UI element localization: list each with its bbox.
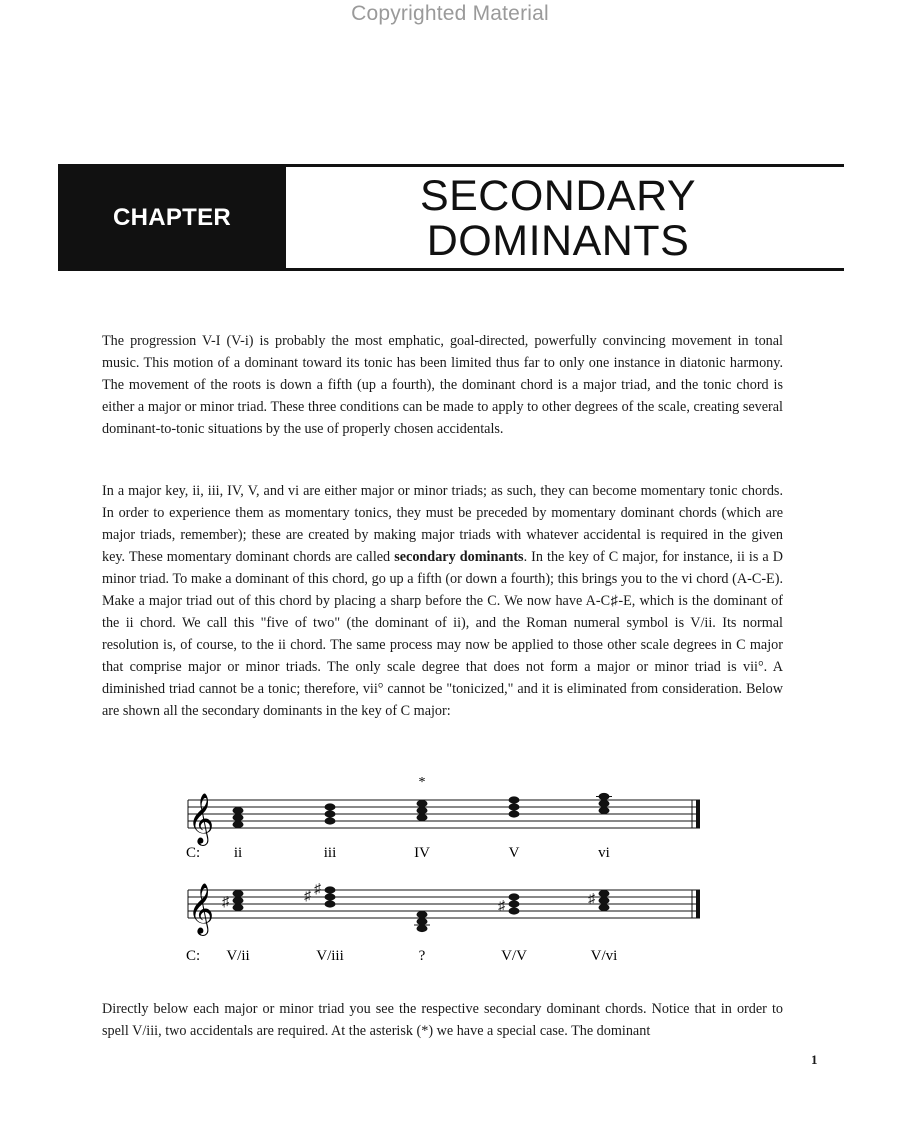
- staff-1: [186, 793, 700, 861]
- key-label-1: C:: [186, 845, 201, 861]
- paragraph-secondary-dominants-text: [102, 480, 783, 722]
- key-label-2: C:: [186, 948, 201, 964]
- paragraph-secondary-dominants: [102, 480, 783, 722]
- chord-IV: [417, 800, 428, 821]
- roman-label-V-V: V/V: [501, 948, 527, 964]
- chord-vi: [596, 793, 612, 814]
- chord-V-of-ii: [222, 890, 244, 911]
- sharp-icon: ♯: [222, 895, 229, 910]
- chapter-title-line2: DOMINANTS: [426, 217, 690, 265]
- chord-V-of-vi: [588, 890, 610, 911]
- chapter-title-line1: SECONDARY: [419, 172, 697, 220]
- chapter-label: CHAPTER: [58, 164, 286, 271]
- paragraph-intro: [102, 330, 783, 440]
- chord-unknown: [414, 911, 430, 932]
- treble-clef-icon-2: 𝄞: [188, 884, 215, 933]
- page-number: 1: [811, 1052, 818, 1067]
- chord-ii: [233, 807, 244, 828]
- sharp-icon: ♯: [314, 882, 321, 897]
- staff-2: [186, 882, 700, 964]
- roman-label-question: ?: [418, 948, 426, 964]
- music-example: [180, 770, 710, 970]
- paragraph-2-part-1: In a major key, ii, iii, IV, V, and vi are either major or minor triads; as such, they can become momentary tonic chords. In order to experience them as momentary tonics, they must be preceded by momentary dominant chords (which are major triads, remember); these are created by making major triads with whatever accidental is required in the given key. These momentary dominant chords are called: [102, 483, 783, 565]
- paragraph-explanation-text: Directly below each major or minor triad you see the respective secondary dominant chords. Notice that in order to spell V/iii, two accidentals are required. At the asterisk (*) we have a special case. The dominant: [102, 1001, 783, 1039]
- paragraph-explanation: [102, 998, 783, 1042]
- roman-label-V-ii: V/ii: [226, 948, 250, 964]
- chapter-title: [348, 174, 768, 264]
- roman-label-ii: ii: [233, 845, 243, 861]
- roman-label-V-iii: V/iii: [316, 948, 344, 964]
- treble-clef-icon: 𝄞: [188, 794, 215, 843]
- paragraph-intro-text: The progression V-I (V-i) is probably the most emphatic, goal-directed, powerfully convincing movement in tonal music. This motion of a dominant toward its tonic has been limited thus far to only one instance in diatonic harmony. The movement of the roots is down a fifth (up a fourth), the dominant chord is a major triad, and the tonic chord is either a major or minor triad. These three conditions can be made to apply to other degrees of the scale, creating several dominant-to-tonic situations by the use of properly chosen accidentals.: [102, 333, 783, 437]
- roman-label-vi: vi: [598, 845, 610, 861]
- term-secondary-dominants: secondary dominants: [394, 549, 524, 565]
- roman-label-IV: IV: [414, 845, 430, 861]
- chord-V: [509, 796, 520, 817]
- roman-label-V: V: [508, 845, 520, 861]
- roman-label-V-vi: V/vi: [590, 948, 618, 964]
- sharp-icon: ♯: [588, 892, 595, 907]
- copyright-watermark: Copyrighted Material: [351, 2, 549, 25]
- paragraph-2-part-2: . In the key of C major, for instance, ii is a D minor triad. To make a dominant of this chord, go up a fifth (or down a fourth); this brings you to the vi chord (A-C-E). Make a major triad out of this chord by placing a sharp before the C. We now have A-C♯-E, which is the dominant of the ii chord. We call this "five of two" (the dominant of ii), and the Roman numeral symbol is V/ii. Its normal resolution is, of course, to the ii chord. The same process may now be applied to those other scale degrees in C major that comprise major or minor triads. The only scale degree that does not form a major or minor triad is vii°. A diminished triad cannot be a tonic; therefore, vii° cannot be "tonicized," and it is eliminated from consideration. Below are shown all the secondary dominants in the key of C major:: [102, 549, 783, 719]
- roman-label-iii: iii: [323, 845, 337, 861]
- chapter-header: [58, 164, 844, 272]
- asterisk-marker: *: [418, 775, 426, 790]
- sharp-icon: ♯: [304, 889, 311, 904]
- sharp-icon: ♯: [498, 899, 505, 914]
- chord-iii: [325, 803, 336, 824]
